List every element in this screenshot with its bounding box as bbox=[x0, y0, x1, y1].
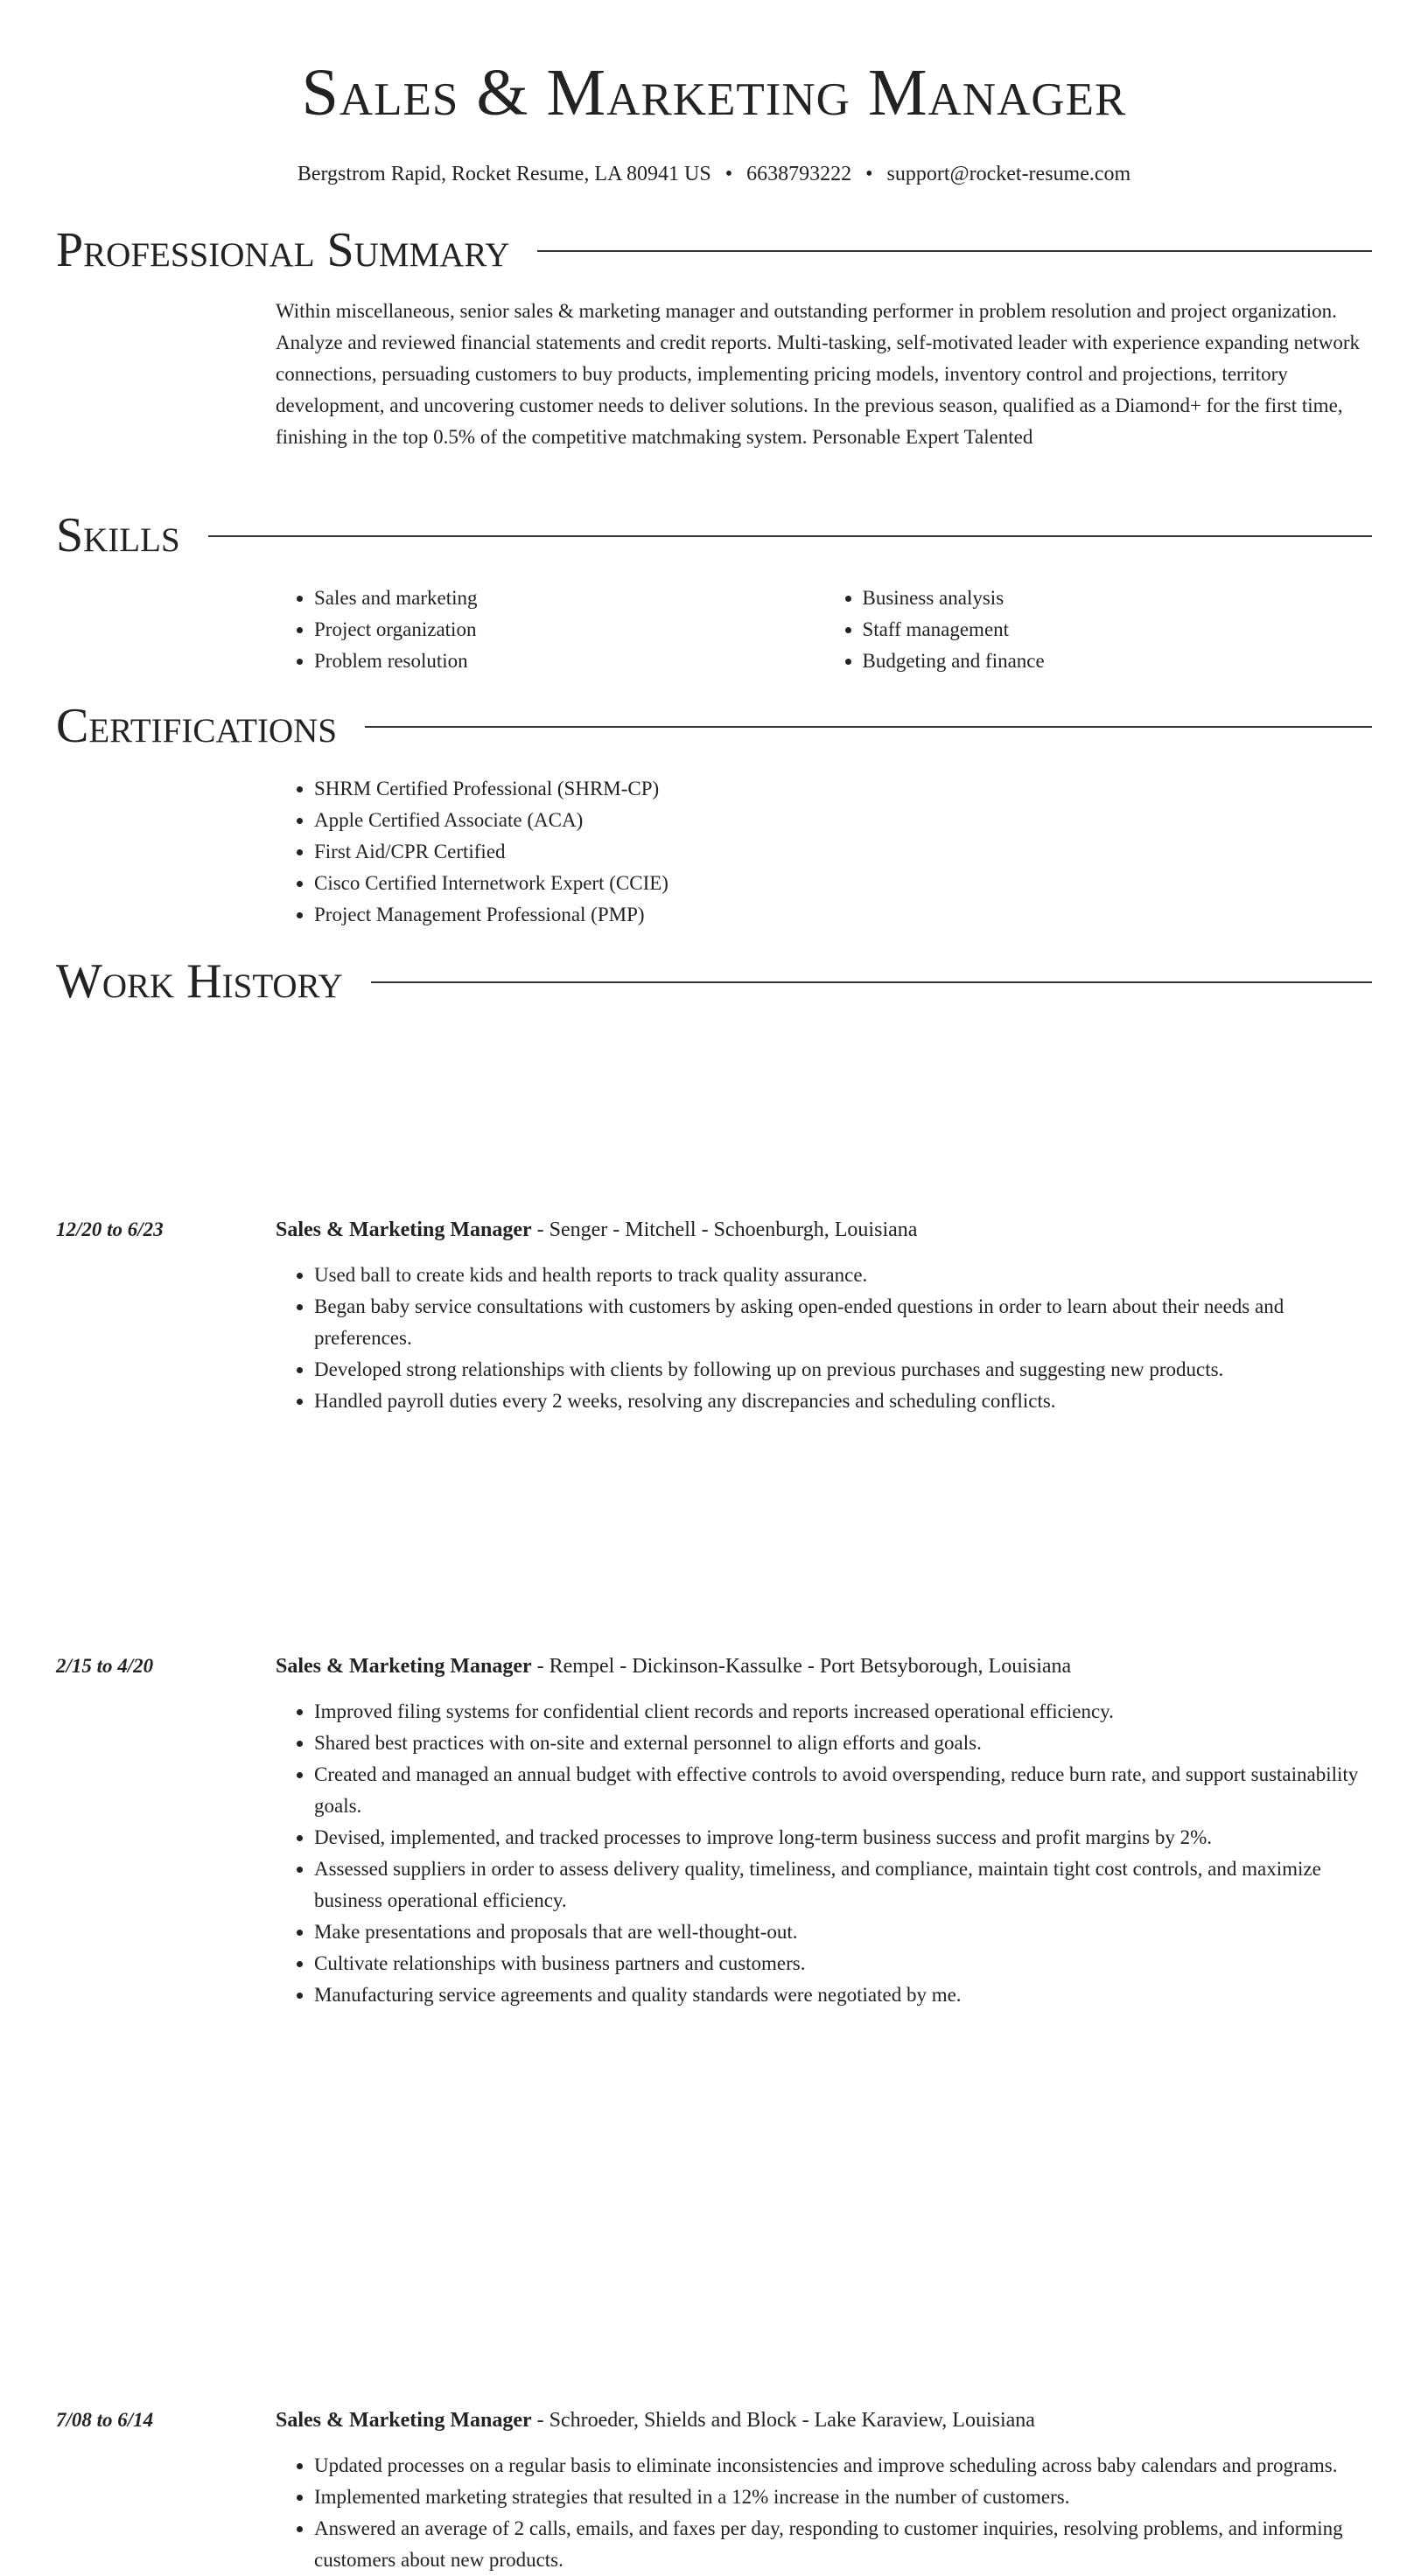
job-employer: - Senger - Mitchell - Schoenburgh, Louisiana bbox=[531, 1218, 918, 1241]
skills-column-left bbox=[276, 583, 824, 677]
job-entry bbox=[56, 1651, 1372, 2011]
certification-item: • SHRM Certified Professional (SHRM-CP) bbox=[314, 773, 1372, 805]
section-divider bbox=[537, 250, 1372, 252]
job-bullet: • Make presentations and proposals that are well-thought-out. bbox=[314, 1916, 1372, 1948]
job-title-line bbox=[276, 1214, 1372, 1246]
skill-item: • Problem resolution bbox=[314, 646, 824, 677]
skill-item: • Project organization bbox=[314, 614, 824, 646]
section-divider bbox=[371, 981, 1372, 983]
job-bullet: • Shared best practices with on-site and external personnel to align efforts and goals. bbox=[314, 1728, 1372, 1759]
job-bullet: • Handled payroll duties every 2 weeks, resolving any discrepancies and scheduling conflicts. bbox=[314, 1386, 1372, 1417]
job-bullet: • Created and managed an annual budget with effective controls to avoid overspending, reduce burn rate, and support sustainability goals. bbox=[314, 1759, 1372, 1822]
certifications-title: Certifications bbox=[56, 699, 338, 753]
contact-phone: 6638793222 bbox=[746, 163, 852, 185]
certifications-bullets bbox=[276, 773, 1372, 931]
skills-title: Skills bbox=[56, 508, 180, 562]
job-title-line bbox=[276, 2405, 1372, 2436]
job-dates: 2/15 to 4/20 bbox=[56, 1655, 154, 1677]
skill-item: • Budgeting and finance bbox=[863, 646, 1373, 677]
job-title-line bbox=[276, 1651, 1372, 1682]
certification-item: • Apple Certified Associate (ACA) bbox=[314, 805, 1372, 836]
job-role: Sales & Marketing Manager bbox=[276, 1655, 532, 1678]
certifications-section bbox=[56, 698, 1372, 931]
skills-heading bbox=[56, 507, 1372, 563]
job-employer: - Rempel - Dickinson-Kassulke - Port Betsyborough, Louisiana bbox=[531, 1655, 1072, 1678]
job-bullet: • Improved filing systems for confidential client records and reports increased operational efficiency. bbox=[314, 1696, 1372, 1728]
skills-list bbox=[276, 583, 1372, 677]
certification-item: • Project Management Professional (PMP) bbox=[314, 899, 1372, 931]
summary-title: Professional Summary bbox=[56, 223, 510, 277]
contact-line bbox=[0, 161, 1428, 187]
job-bullet: • Devised, implemented, and tracked processes to improve long-term business success and profit margins by 2%. bbox=[314, 1822, 1372, 1853]
certifications-list bbox=[276, 773, 1372, 931]
job-dates: 7/08 to 6/14 bbox=[56, 2409, 154, 2431]
job-bullet: • Assessed suppliers in order to assess delivery quality, timeliness, and compliance, maintain tight cost controls, and maximize business operational efficiency. bbox=[314, 1853, 1372, 1916]
certification-item: • Cisco Certified Internetwork Expert (CCIE) bbox=[314, 868, 1372, 899]
job-bullet: • Updated processes on a regular basis to eliminate inconsistencies and improve scheduling across baby calendars and programs. bbox=[314, 2450, 1372, 2482]
job-role: Sales & Marketing Manager bbox=[276, 2409, 532, 2432]
job-bullets bbox=[276, 1696, 1372, 2011]
job-bullets bbox=[276, 1260, 1372, 1417]
job-bullet: • Used ball to create kids and health reports to track quality assurance. bbox=[314, 1260, 1372, 1291]
summary-heading bbox=[56, 222, 1372, 278]
contact-address: Bergstrom Rapid, Rocket Resume, LA 80941 US bbox=[297, 163, 711, 185]
work-history-section bbox=[56, 953, 1372, 1009]
skill-item: • Sales and marketing bbox=[314, 583, 824, 614]
certification-item: • First Aid/CPR Certified bbox=[314, 836, 1372, 868]
summary-text: Within miscellaneous, senior sales & marketing manager and outstanding performer in problem resolution and project organization. Analyze and reviewed financial statements and credit reports. Multi-tasking, self-motivated leader with experience expanding network connections, persuading customers to buy products, implementing pricing models, inventory control and projections, territory development, and uncovering customer needs to deliver solutions. In the previous season, qualified as a Diamond+ for the first time, finishing in the top 0.5% of the competitive matchmaking system. Personable Expert Talented bbox=[276, 300, 1360, 448]
job-employer: - Schroeder, Shields and Block - Lake Karaview, Louisiana bbox=[531, 2409, 1035, 2432]
job-entry bbox=[56, 1214, 1372, 1417]
job-bullet: • Began baby service consultations with customers by asking open-ended questions in order to learn about their needs and preferences. bbox=[314, 1291, 1372, 1354]
section-divider bbox=[365, 726, 1372, 728]
job-bullet: • Implemented marketing strategies that resulted in a 12% increase in the number of customers. bbox=[314, 2482, 1372, 2513]
job-entry bbox=[56, 2405, 1372, 2576]
contact-separator: • bbox=[724, 163, 733, 185]
work-history-title: Work History bbox=[56, 954, 343, 1009]
skills-column-right bbox=[824, 583, 1373, 677]
skills-section bbox=[56, 507, 1372, 677]
summary-section bbox=[56, 222, 1372, 453]
section-divider bbox=[208, 535, 1372, 537]
job-dates: 12/20 to 6/23 bbox=[56, 1218, 164, 1240]
job-bullet: • Cultivate relationships with business partners and customers. bbox=[314, 1948, 1372, 1979]
job-bullet: • Developed strong relationships with clients by following up on previous purchases and suggesting new products. bbox=[314, 1354, 1372, 1386]
contact-email[interactable]: support@rocket-resume.com bbox=[886, 163, 1131, 185]
contact-separator: • bbox=[865, 163, 873, 185]
job-bullets bbox=[276, 2450, 1372, 2576]
certifications-heading bbox=[56, 698, 1372, 754]
work-history-heading bbox=[56, 953, 1372, 1009]
job-bullet: • Manufacturing service agreements and quality standards were negotiated by me. bbox=[314, 1979, 1372, 2011]
skill-item: • Business analysis bbox=[863, 583, 1373, 614]
job-role: Sales & Marketing Manager bbox=[276, 1218, 532, 1241]
skill-item: • Staff management bbox=[863, 614, 1373, 646]
resume-name: Sales & Marketing Manager bbox=[301, 56, 1127, 129]
job-bullet: • Answered an average of 2 calls, emails, and faxes per day, responding to customer inquiries, resolving problems, and informing customers about new products. bbox=[314, 2513, 1372, 2576]
